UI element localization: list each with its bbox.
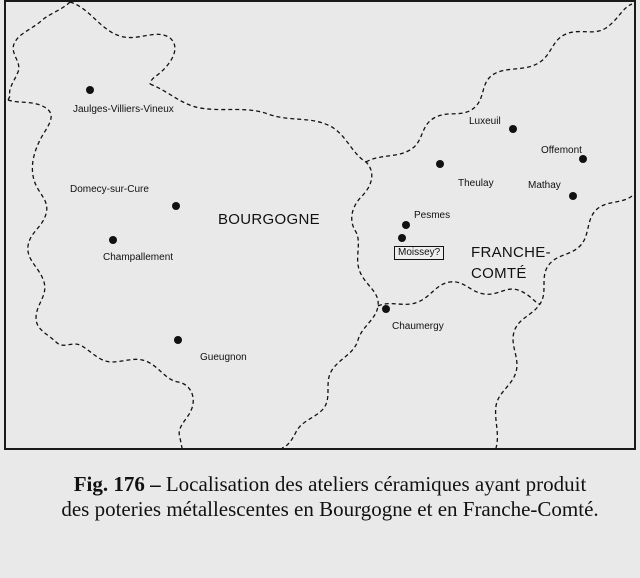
label-chaumergy: Chaumergy	[392, 321, 444, 332]
northern-boundary	[70, 2, 175, 84]
caption-text: Localisation des ateliers céramiques ayant produit des poteries métallescentes en Bourgogne et en Franche-Comté.	[61, 472, 599, 521]
label-offemont: Offemont	[541, 145, 582, 156]
region-bourgogne: BOURGOGNE	[218, 211, 320, 228]
franche-comte-south-link	[378, 282, 540, 306]
marker-luxeuil	[509, 125, 517, 133]
franche-comte-east-boundary	[496, 196, 632, 448]
marker-jaulges	[86, 86, 94, 94]
label-domecy: Domecy-sur-Cure	[70, 184, 149, 195]
marker-theulay	[436, 160, 444, 168]
label-mathay: Mathay	[528, 180, 561, 191]
label-luxeuil: Luxeuil	[469, 116, 501, 127]
marker-gueugnon	[174, 336, 182, 344]
label-gueugnon: Gueugnon	[200, 352, 247, 363]
marker-domecy	[172, 202, 180, 210]
label-jaulges: Jaulges-Villiers-Vineux	[73, 104, 174, 115]
franche-comte-boundary	[366, 4, 632, 162]
bourgogne-boundary	[8, 2, 378, 448]
region-franche-comte: FRANCHE- COMTÉ	[471, 244, 551, 282]
marker-chaumergy	[382, 305, 390, 313]
marker-mathay	[569, 192, 577, 200]
marker-champallement	[109, 236, 117, 244]
marker-pesmes	[402, 221, 410, 229]
marker-moissey	[398, 234, 406, 242]
figure-caption	[60, 472, 600, 522]
label-theulay: Theulay	[458, 178, 494, 189]
label-moissey: Moissey?	[394, 246, 444, 260]
caption-figure-number: Fig. 176 –	[73, 472, 161, 496]
marker-offemont	[579, 155, 587, 163]
label-champallement: Champallement	[103, 252, 174, 263]
label-pesmes: Pesmes	[414, 210, 451, 221]
